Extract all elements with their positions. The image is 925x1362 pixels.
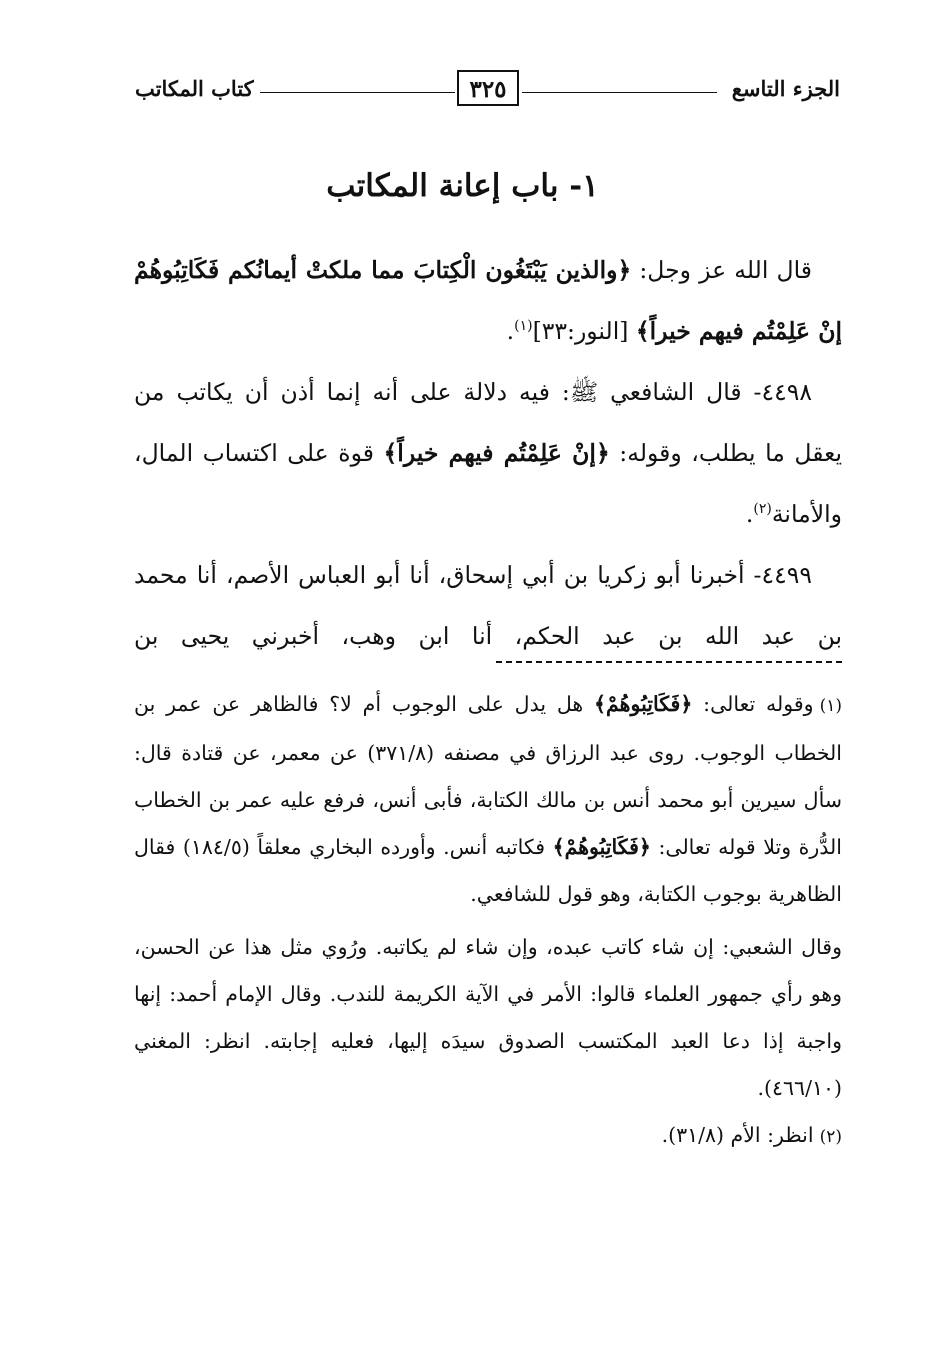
header-rule-left xyxy=(260,92,455,93)
entry-4499 xyxy=(134,545,842,667)
book-label: كتاب المكاتب xyxy=(135,76,254,101)
entry-4499-text: ٤٤٩٩- أخبرنا أبو زكريا بن أبي إسحاق، أنا أبو العباس الأصم، أنا محمد بن عبد الله بن عبد الحكم، أنا ابن وهب، أخبرني يحيى بن xyxy=(134,561,842,650)
footnote-marker: (٢) xyxy=(753,501,772,518)
page-number: ٣٢٥ xyxy=(457,70,519,106)
entry-4498-rest: قوة على اكتساب المال، والأمانة xyxy=(134,439,842,528)
quran-verse: ﴿والذين يَبْتَغُون الْكِتابَ مما ملكتْ أيمانُكم فَكَاتِبُوهُمْ إنْ عَلِمْتُم فيهم خيراً﴾ xyxy=(134,256,842,345)
intro-lead: قال الله عز وجل: xyxy=(631,256,812,284)
footnote-2-text: انظر: الأم (٣١/٨). xyxy=(661,1123,814,1147)
footnotes xyxy=(134,681,842,1161)
footnote-2 xyxy=(134,1112,842,1161)
header-rule-right xyxy=(522,92,717,93)
footnote-1-paragraph-2: وقال الشعبي: إن شاء كاتب عبده، وإن شاء لم يكاتبه. ورُوي مثل هذا عن الحسن، وهو رأي جمهور العلماء قالوا: الأمر في الآية الكريمة للندب. وقال الإمام أحمد: إنها واجبة إذا دعا العبد المكتسب الصدوق سيدَه إليها، فعليه إجابته. انظر: المغني (٤٦٦/١٠). xyxy=(134,935,842,1100)
footnote-separator xyxy=(496,661,842,663)
footnote-1-end: فكاتبه أنس. وأورده البخاري معلقاً (١٨٤/٥) فقال الظاهرية بوجوب الكتابة، وهو قول للشافعي. xyxy=(134,835,842,906)
quran-verse: ﴿فَكَاتِبُوهُمْ﴾ xyxy=(552,835,651,859)
volume-label: الجزء التاسع xyxy=(731,76,840,101)
entry-4498-lead: ٤٤٩٨- قال الشافعي ﷺ: فيه دلالة على أنه إنما أذن أن يكاتب من يعقل ما يطلب، وقوله: xyxy=(134,378,842,467)
verse-reference: [النور:٣٣] xyxy=(532,317,636,345)
entry-4498 xyxy=(134,362,842,545)
footnote-number: (١) xyxy=(819,696,842,716)
footnote-1-lead: وقوله تعالى: xyxy=(692,692,814,716)
quran-verse: ﴿فَكَاتِبُوهُمْ﴾ xyxy=(594,692,693,716)
footnote-1-rest: هل يدل على الوجوب أم لا؟ فالظاهر عن عمر بن الخطاب الوجوب. روى عبد الرزاق في مصنفه (٣٧١/٨) عن معمر، عن قتادة قال: سأل سيرين أبو محمد أنس بن مالك الكتابة، فأبى أنس، فرفع عليه عمر بن الخطاب الدُّرة وتلا قوله تعالى: xyxy=(134,692,843,859)
footnote-marker: (١) xyxy=(514,318,533,335)
running-header xyxy=(135,66,840,112)
footnote-1 xyxy=(134,681,842,918)
intro-end: . xyxy=(506,317,515,345)
quran-verse: ﴿إنْ عَلِمْتُم فيهم خيراً﴾ xyxy=(383,439,610,467)
footnote-number: (٢) xyxy=(819,1127,842,1147)
entry-4498-end: . xyxy=(745,500,754,528)
chapter-title: ١- باب إعانة المكاتب xyxy=(326,168,599,204)
intro-paragraph xyxy=(134,240,842,362)
main-text xyxy=(134,240,842,667)
